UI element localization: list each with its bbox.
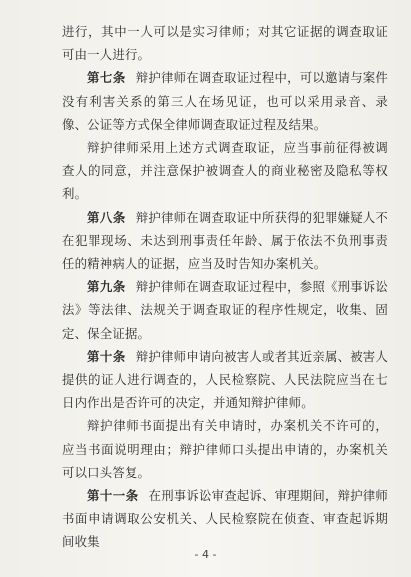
paragraph-1 (62, 20, 388, 66)
article-10-paragraph (62, 345, 388, 415)
paragraph-text: 辩护律师申请向被害人或者其近亲属、被害人提供的证人进行调查的，人民检察院、人民法院应当在七日内作出是否许可的决定，并通知辩护律师。 (62, 348, 389, 411)
article-number: 第八条 (87, 209, 126, 225)
article-number: 第十条 (87, 348, 126, 364)
paragraph-text: 辩护律师在调查取证过程中，参照《刑事诉讼法》等法律、法规关于调查取证的程序性规定，收集、固定、保全证据。 (62, 279, 389, 341)
document-body (62, 20, 388, 554)
paragraph-text: 进行，其中一人可以是实习律师；对其它证据的调查取证可由一人进行。 (62, 24, 388, 63)
article-7-paragraph-2 (62, 136, 388, 206)
article-number: 第九条 (87, 279, 126, 295)
article-9-paragraph (62, 275, 388, 345)
article-11-paragraph (62, 484, 388, 554)
page-number: - 4 - (194, 548, 217, 561)
article-8-paragraph (62, 206, 388, 276)
paragraph-text: 在刑事诉讼审查起诉、审理期间，辩护律师书面申请调取公安机关、人民检察院在侦查、审查起诉期间收集 (62, 488, 388, 550)
article-7-paragraph (62, 66, 388, 136)
article-10-paragraph-2 (62, 414, 388, 484)
paragraph-text: 辩护律师在调查取证过程中，可以邀请与案件没有利害关系的第三人在场见证，也可以采用录音、录像、公证等方式保全律师调查取证过程及结果。 (62, 70, 389, 132)
paragraph-text: 辩护律师书面提出有关申请时，办案机关不许可的，应当书面说明理由；辩护律师口头提出申请的，办案机关可以口头答复。 (62, 418, 388, 480)
article-number: 第七条 (87, 70, 126, 86)
paragraph-text: 辩护律师在调查取证中所获得的犯罪嫌疑人不在犯罪现场、未达到刑事责任年龄、属于依法不负刑事责任的精神病人的证据，应当及时告知办案机关。 (62, 209, 389, 272)
paragraph-text: 辩护律师采用上述方式调查取证，应当事前征得被调查人的同意，并注意保护被调查人的商业秘密及隐私等权利。 (62, 140, 388, 202)
article-number: 第十一条 (87, 488, 139, 504)
